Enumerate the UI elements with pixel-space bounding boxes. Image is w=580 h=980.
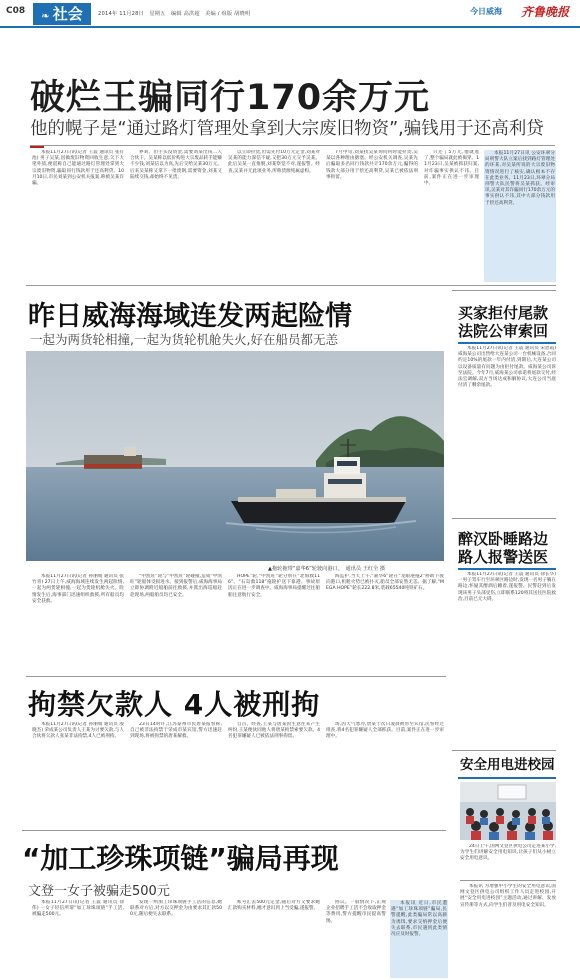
section-label: 社会 — [52, 5, 83, 23]
side3-top-rule — [452, 750, 556, 751]
story1-column-5: 只还了5万元,他就逃了,整个骗局就此被揭穿。11月23日,吴某被抓获归案,对诈骗事实供认不讳。目前,案件正在进一步审理中。 — [424, 150, 479, 187]
story4-column-3: 账号汇去500元定金,随后对方又要求她汇款购买材料,她才意识到上当受骗,遂报警。 — [228, 900, 320, 912]
leaf-icon: ❧ — [41, 11, 50, 22]
story2-column-1: 本报11月27日讯(记者 孙丽娟 通讯员 张竹青) 27日上午,威海海域连续发生两起险情,一起为两货轮相撞,一起为货轮机舱失火。险情发生后,海事部门迅速组织救援,所有船员均安全获救。 — [32, 574, 124, 604]
page-header — [0, 0, 580, 26]
side2-body: 本报11月27日讯(记者 王震 通讯员 徐长华) 一男子驾车行至环翠区路边时,发现一名男子躺在路边,怀疑其醉酒后睡着,遂报警。民警赶到后发现该男子头部受伤,立即联系120将其送往医院救治,目前已无大碍。 — [458, 572, 556, 602]
side2-top-rule — [452, 518, 556, 519]
story2-subtitle: 一起为两货轮相撞,一起为货轮机舱失火,好在船员都无恙 — [30, 332, 338, 347]
story1-accent — [30, 146, 44, 148]
side3-caption: 24日上午,国网文登区供电公司走进某小学,为学生们讲解安全用电知识,让孩子们从小树立安全用电意识。 — [460, 844, 556, 862]
page-number: C08 — [6, 6, 26, 16]
side3-mid-rule — [460, 880, 556, 881]
side1-headline: 买家拒付尾款 法院公审索回 — [458, 304, 549, 340]
side3-rule — [458, 777, 556, 779]
classroom-photo — [460, 782, 556, 840]
story4-column-1: 本报11月27日讯(记者 王震 通讯员 徐伟) 一女子轻信所谓“加工珍珠项链”手工活,被骗走500元。 — [32, 900, 124, 918]
classroom-photo-image — [460, 782, 556, 840]
story1-column-4: 7月中旬,刘某找吴某询问何时能拉货,吴某以各种理由搪塞。经公安机关调查,吴某先后骗取多名同行钱款共计170余万元,骗得的钱款大部分用于偿还高利贷,吴某已被依法刑事拘留。 — [326, 150, 418, 180]
story1-column-1: 本报11月27日讯(记者 王震 通讯员 张有池) 男子吴某,因做废旧物资回收生意,欠下大笔外债,便谎称自己能通过路灯管理处拿到大宗废旧物资,骗取同行钱款用于还高利贷。10月10日,市民刘某到公安机关报案,称被吴某诈骗。 — [32, 150, 124, 187]
section-rule-3 — [22, 830, 446, 831]
story3-column-3: 自首。经查,王某与唐某因生意往来产生纠纷,王某便伙同他人将唐某拘禁索要欠款。4名犯罪嫌疑人已被依法刑事拘留。 — [228, 722, 320, 740]
brand-small: 今日威海 — [470, 7, 502, 16]
side1-body: 本报11月27日讯(记者 王震 通讯员 宋恩霞) 威海某公司出售给大连某公司一台机械设备,合同约定10%的尾款一年内付清,到期后,大连某公司以设备质量有问题为由拒付尾款。威海某公司诉至法院。今年7月,威海某公司承诺将尾款交付,经法官调解,双方当场达成和解协议,大连公司当庭付清了剩余尾款。 — [458, 346, 556, 389]
side1-rule — [458, 342, 556, 344]
ship-photo — [26, 351, 444, 561]
story2-headline: 昨日威海海域连发两起险情 — [28, 301, 352, 332]
issue-info: 2014年 11月28日 星期五 编辑 高洪超 美编 / 组版 胡晓明 — [98, 11, 251, 17]
photo-caption: ▲拖轮拖带“嘉华6”轮驶向港口。 通讯员 王红全 摄 — [268, 566, 386, 572]
side3-body: 本报讯 为增强中小学生的安全用电意识,国网文登区供电公司组织工作人员走进校园,开展“安全用电进校园”主题活动,通过讲解、发放宣传册等方式,向学生们普及用电安全知识。 — [460, 884, 556, 908]
story1-sidebar: 本报11月27日讯 公安环翠分局刑警大队立案后找到路灯管理处的环某,对吴某所说的大宗废旧物资情况进行了核实,确认根本不存在此类业务。11月23日,环翠分局刑警大队民警将吴某抓获。经审讯,吴某对其诈骗同行170余万元的事实供认不讳,其中大部分钱款用于偿还高利贷。 — [484, 150, 556, 282]
story1-rule — [30, 145, 555, 146]
header-rule — [0, 26, 580, 28]
story4-headline: “加工珍珠项链”骗局再现 — [22, 842, 339, 875]
story1-headline: 破烂王骗同行170余万元 — [30, 78, 431, 118]
story4-sidebar: 本报讯 近日,市民遭遇“加工珍珠项链”骗局,民警提醒,此类骗局常以高薪为诱饵,要求交纳押金后便失去联系,市民遇到此类情况应及时报警。 — [390, 900, 448, 978]
story3-column-2: 23日14时许,江苏泰州市民唐某报警称,自己被非法拘禁于荣成市某宾馆,警方迅速赶到现场,将被拘禁的唐某解救。 — [130, 722, 222, 740]
side3-headline: 安全用电进校园 — [460, 757, 555, 773]
story1-column-3: 以立即拉货,但需先付10万元定金,刘某对吴某的能力深信不疑,又把30万元交予吴某。此后吴某一直推脱,刘某察觉不对,遂报警。经查,吴某并无此项业务,所称货源纯属虚构。 — [228, 150, 320, 174]
story3-column-1: 本报11月27日讯(记者 孙丽娟 通讯员 殷晓杰) 荣成某公司负责人王某为讨要欠款,与人合伙将欠款人张某非法拘禁,4人已被刑拘。 — [32, 722, 124, 740]
story1-column-2: 界刘、但手头没资金,需要刘某出钱二人合伙干。吴某称以低价购进大宗废品转手能赚不少钱,刘某信以为真,先后交给吴某30万元。后来吴某称又拿下一批废钢,需要资金,刘某又陆续交钱,却始终不见货。 — [130, 150, 222, 180]
side2-headline: 醉汉卧睡路边 路人报警送医 — [458, 530, 549, 566]
story2-column-3: HOPE”轮,“中凯旺”轮分别在“北海救116”、“石岛救118”拖轮护送下靠港。事故原因正在进一步调查中。威海海事局提醒过往船舶注意航行安全。 — [228, 574, 320, 598]
story4-subtitle: 文登一女子被骗走500元 — [28, 884, 170, 899]
side2-rule — [458, 568, 556, 570]
ship-photo-image — [26, 351, 444, 561]
side1-top-rule — [452, 290, 556, 291]
story4-column-4: 协议。一般情况下,正规企业招聘手工活不会收取押金等费用,警方提醒市民提高警惕。 — [326, 900, 386, 924]
story3-column-4: 场,因天气寒冷,唐某于次日凌晨被带至宾馆,民警经过排查,将4名犯罪嫌疑人全部抓获。目前,案件正在进一步审理中。 — [326, 722, 444, 740]
brand-logo: 齐鲁晚报 — [521, 5, 570, 19]
section-rule-1 — [26, 285, 556, 286]
story4-column-2: 发现一则加工珍珠项链手工活的信息,她联系对方后,对方以交押金为由要求其汇款500元,随后便失去联系。 — [130, 900, 222, 918]
section-badge — [33, 3, 91, 25]
story3-headline: 拘禁欠款人 4人被刑拘 — [28, 688, 321, 721]
story1-subtitle: 他的幌子是“通过路灯管理处拿到大宗废旧物资”,骗钱用于还高利贷 — [30, 119, 544, 139]
section-rule-2 — [26, 676, 446, 677]
story2-column-4: 海监护,当天上午,“嘉华6”轮在“龙眼港拖2”协助下驶向港口,机舱火势已被扑灭,船员全部安然无恙。据了解,“MEGA HOPE”轮长222.8米,装载65540吨铁矿石。 — [326, 574, 444, 592]
story2-column-2: “中凯旺”轮与“中凯旺”轮碰撞,造成“中凯旺”轮船体受损进水。接到报警后,威海海事局立即协调附近船舶前往救援,并派出海巡船赶赴现场,两船船员均已安全。 — [130, 574, 222, 598]
